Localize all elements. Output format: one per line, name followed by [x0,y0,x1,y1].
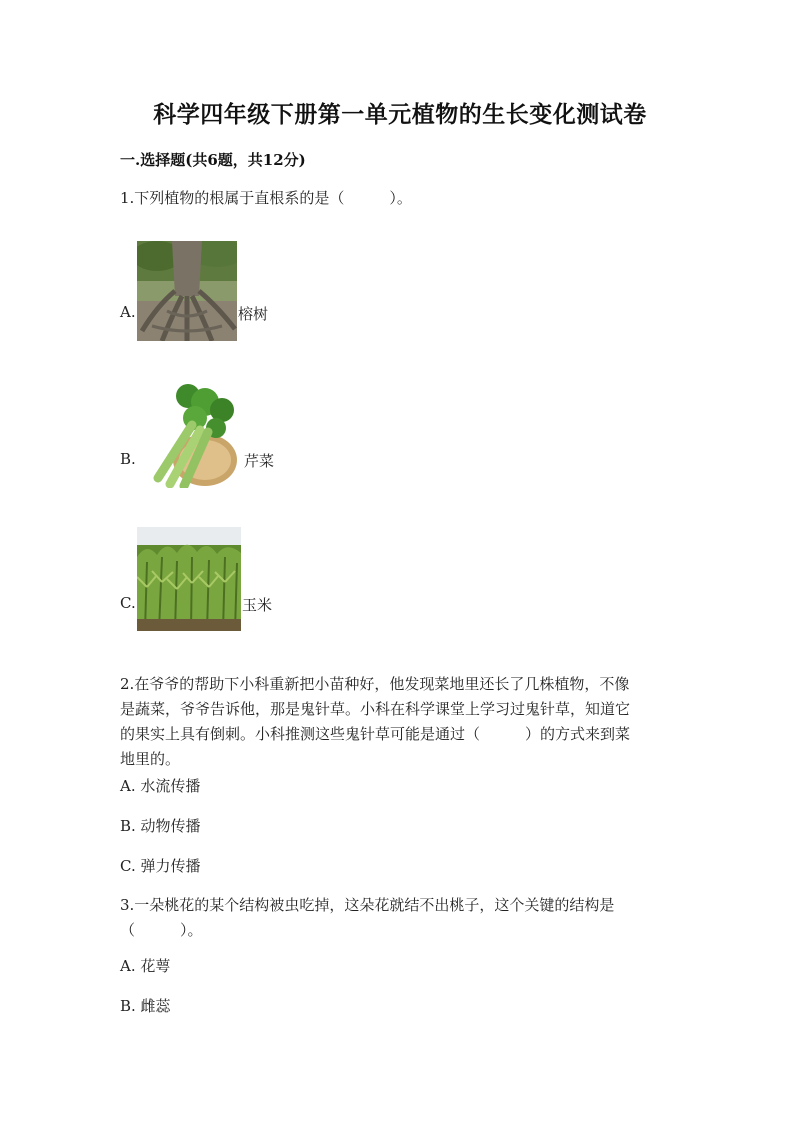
question-3-line-1: 3.一朵桃花的某个结构被虫吃掉，这朵花就结不出桃子，这个关键的结构是 [120,896,615,914]
celery-photo [150,380,240,488]
question-2-stem [120,672,630,772]
question-2-line-2: 是蔬菜，爷爷告诉他，那是鬼针草。小科在科学课堂上学习过鬼针草，知道它 [120,700,631,718]
page-title: 科学四年级下册第一单元植物的生长变化测试卷 [153,101,647,128]
section-heading: 一.选择题(共6题，共12分) [120,151,306,169]
option-letter: C. [120,594,136,612]
option-name: 榕树 [238,305,269,323]
question-2-option-c[interactable]: C. 弹力传播 [120,857,201,875]
question-2-option-b[interactable]: B. 动物传播 [120,817,201,835]
option-letter: B. [120,450,136,468]
corn-field-photo [137,527,241,631]
option-name: 玉米 [242,596,273,614]
option-name: 芹菜 [244,452,275,470]
question-3-stem [120,893,614,943]
question-1-stem: 1.下列植物的根属于直根系的是（ ）。 [120,189,412,207]
question-3-line-2: （ ）。 [120,921,203,939]
question-2-line-3: 的果实上具有倒刺。小科推测这些鬼针草可能是通过（ ）的方式来到菜 [120,725,631,743]
question-2-line-4: 地里的。 [120,750,181,768]
option-letter: A. [120,303,136,321]
question-3-option-a[interactable]: A. 花萼 [120,957,171,975]
question-2-option-a[interactable]: A. 水流传播 [120,777,201,795]
banyan-tree-roots-photo [137,241,237,341]
question-2-line-1: 2.在爷爷的帮助下小科重新把小苗种好，他发现菜地里还长了几株植物，不像 [120,675,630,693]
question-3-option-b[interactable]: B. 雌蕊 [120,997,171,1015]
